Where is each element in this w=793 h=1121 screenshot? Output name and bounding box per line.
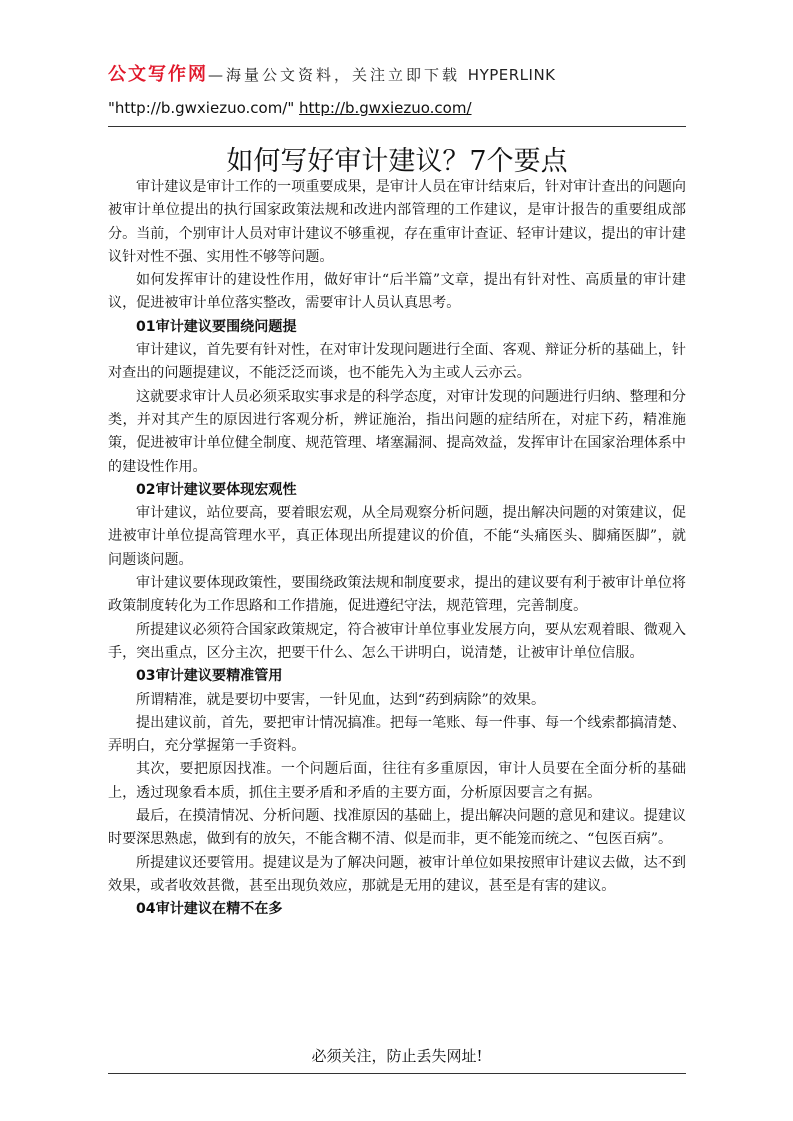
section-heading: 01审计建议要围绕问题提 <box>136 318 297 335</box>
body-paragraph: 这就要求审计人员必须采取实事求是的科学态度，对审计发现的问题进行归纳、整理和分类，并对其产生的原因进行客观分析，辨证施治，指出问题的症结所在，对症下药，精准施策，促进被审计单位健全制度、规范管理、堵塞漏洞、提高效益，发挥审计在国家治理体系中的建设性作用。 <box>108 388 686 475</box>
body-paragraph: 所提建议必须符合国家政策规定，符合被审计单位事业发展方向，要从宏观着眼、微观入手，突出重点，区分主次，把要干什么、怎么干讲明白，说清楚，让被审计单位信服。 <box>108 621 686 661</box>
body-paragraph: 审计建议，首先要有针对性，在对审计发现问题进行全面、客观、辩证分析的基础上，针对查出的问题提建议，不能泛泛而谈，也不能先入为主或人云亦云。 <box>108 342 686 382</box>
header-divider <box>108 126 686 127</box>
header-tagline: —海量公文资料，关注立即下载 <box>208 66 461 84</box>
header-link-line <box>108 99 472 117</box>
body-paragraph: 审计建议要体现政策性，要围绕政策法规和制度要求，提出的建议要有利于被审计单位将政策制度转化为工作思路和工作措施，促进遵纪守法，规范管理，完善制度。 <box>108 575 686 615</box>
hyperlink-field-code: "http://b.gwxiezuo.com/" <box>108 99 295 117</box>
body-paragraph: 审计建议是审计工作的一项重要成果，是审计人员在审计结束后，针对审计查出的问题向被审计单位提出的执行国家政策法规和改进内部管理的工作建议，是审计报告的重要组成部分。当前，个别审计人员对审计建议不够重视，存在重审计查证、轻审计建议，提出的审计建议针对性不强、实用性不够等问题。 <box>108 179 686 265</box>
footer-divider <box>108 1073 686 1074</box>
hyperlink-label: HYPERLINK <box>467 66 556 84</box>
footer-notice: 必须关注，防止丢失网址! <box>311 1047 483 1065</box>
article-body <box>108 176 686 922</box>
header-banner <box>108 60 698 86</box>
body-paragraph: 提出建议前，首先，要把审计情况搞准。把每一笔账、每一件事、每一个线索都搞清楚、弄明白，充分掌握第一手资料。 <box>108 714 686 755</box>
section-heading: 03审计建议要精准管用 <box>136 668 283 685</box>
page-title: 如何写好审计建议？7个要点 <box>226 146 568 177</box>
body-paragraph: 审计建议，站位要高，要着眼宏观，从全局观察分析问题，提出解决问题的对策建议，促进被审计单位提高管理水平，真正体现出所提建议的价值，不能“头痛医头、脚痛医脚”，就问题谈问题。 <box>108 505 686 568</box>
brand-name: 公文写作网 <box>108 64 208 85</box>
body-paragraph: 最后，在摸清情况、分析问题、找准原因的基础上，提出解决问题的意见和建议。提建议时要深思熟虑，做到有的放矢，不能含糊不清、似是而非，更不能笼而统之、“包医百病”。 <box>108 808 686 848</box>
section-heading: 04审计建议在精不在多 <box>136 901 283 918</box>
body-paragraph: 所提建议还要管用。提建议是为了解决问题，被审计单位如果按照审计建议去做，达不到效果，或者收效甚微，甚至出现负效应，那就是无用的建议，甚至是有害的建议。 <box>108 854 686 894</box>
body-paragraph: 其次，要把原因找准。一个问题后面，往往有多重原因，审计人员要在全面分析的基础上，透过现象看本质，抓住主要矛盾和矛盾的主要方面，分析原因要言之有据。 <box>108 761 686 801</box>
site-url-link[interactable]: http://b.gwxiezuo.com/ <box>299 99 472 117</box>
body-paragraph: 所谓精准，就是要切中要害，一针见血，达到“药到病除”的效果。 <box>136 691 546 708</box>
body-paragraph: 如何发挥审计的建设性作用，做好审计“后半篇”文章，提出有针对性、高质量的审计建议，促进被审计单位落实整改，需要审计人员认真思考。 <box>108 272 686 312</box>
section-heading: 02审计建议要体现宏观性 <box>136 481 297 498</box>
